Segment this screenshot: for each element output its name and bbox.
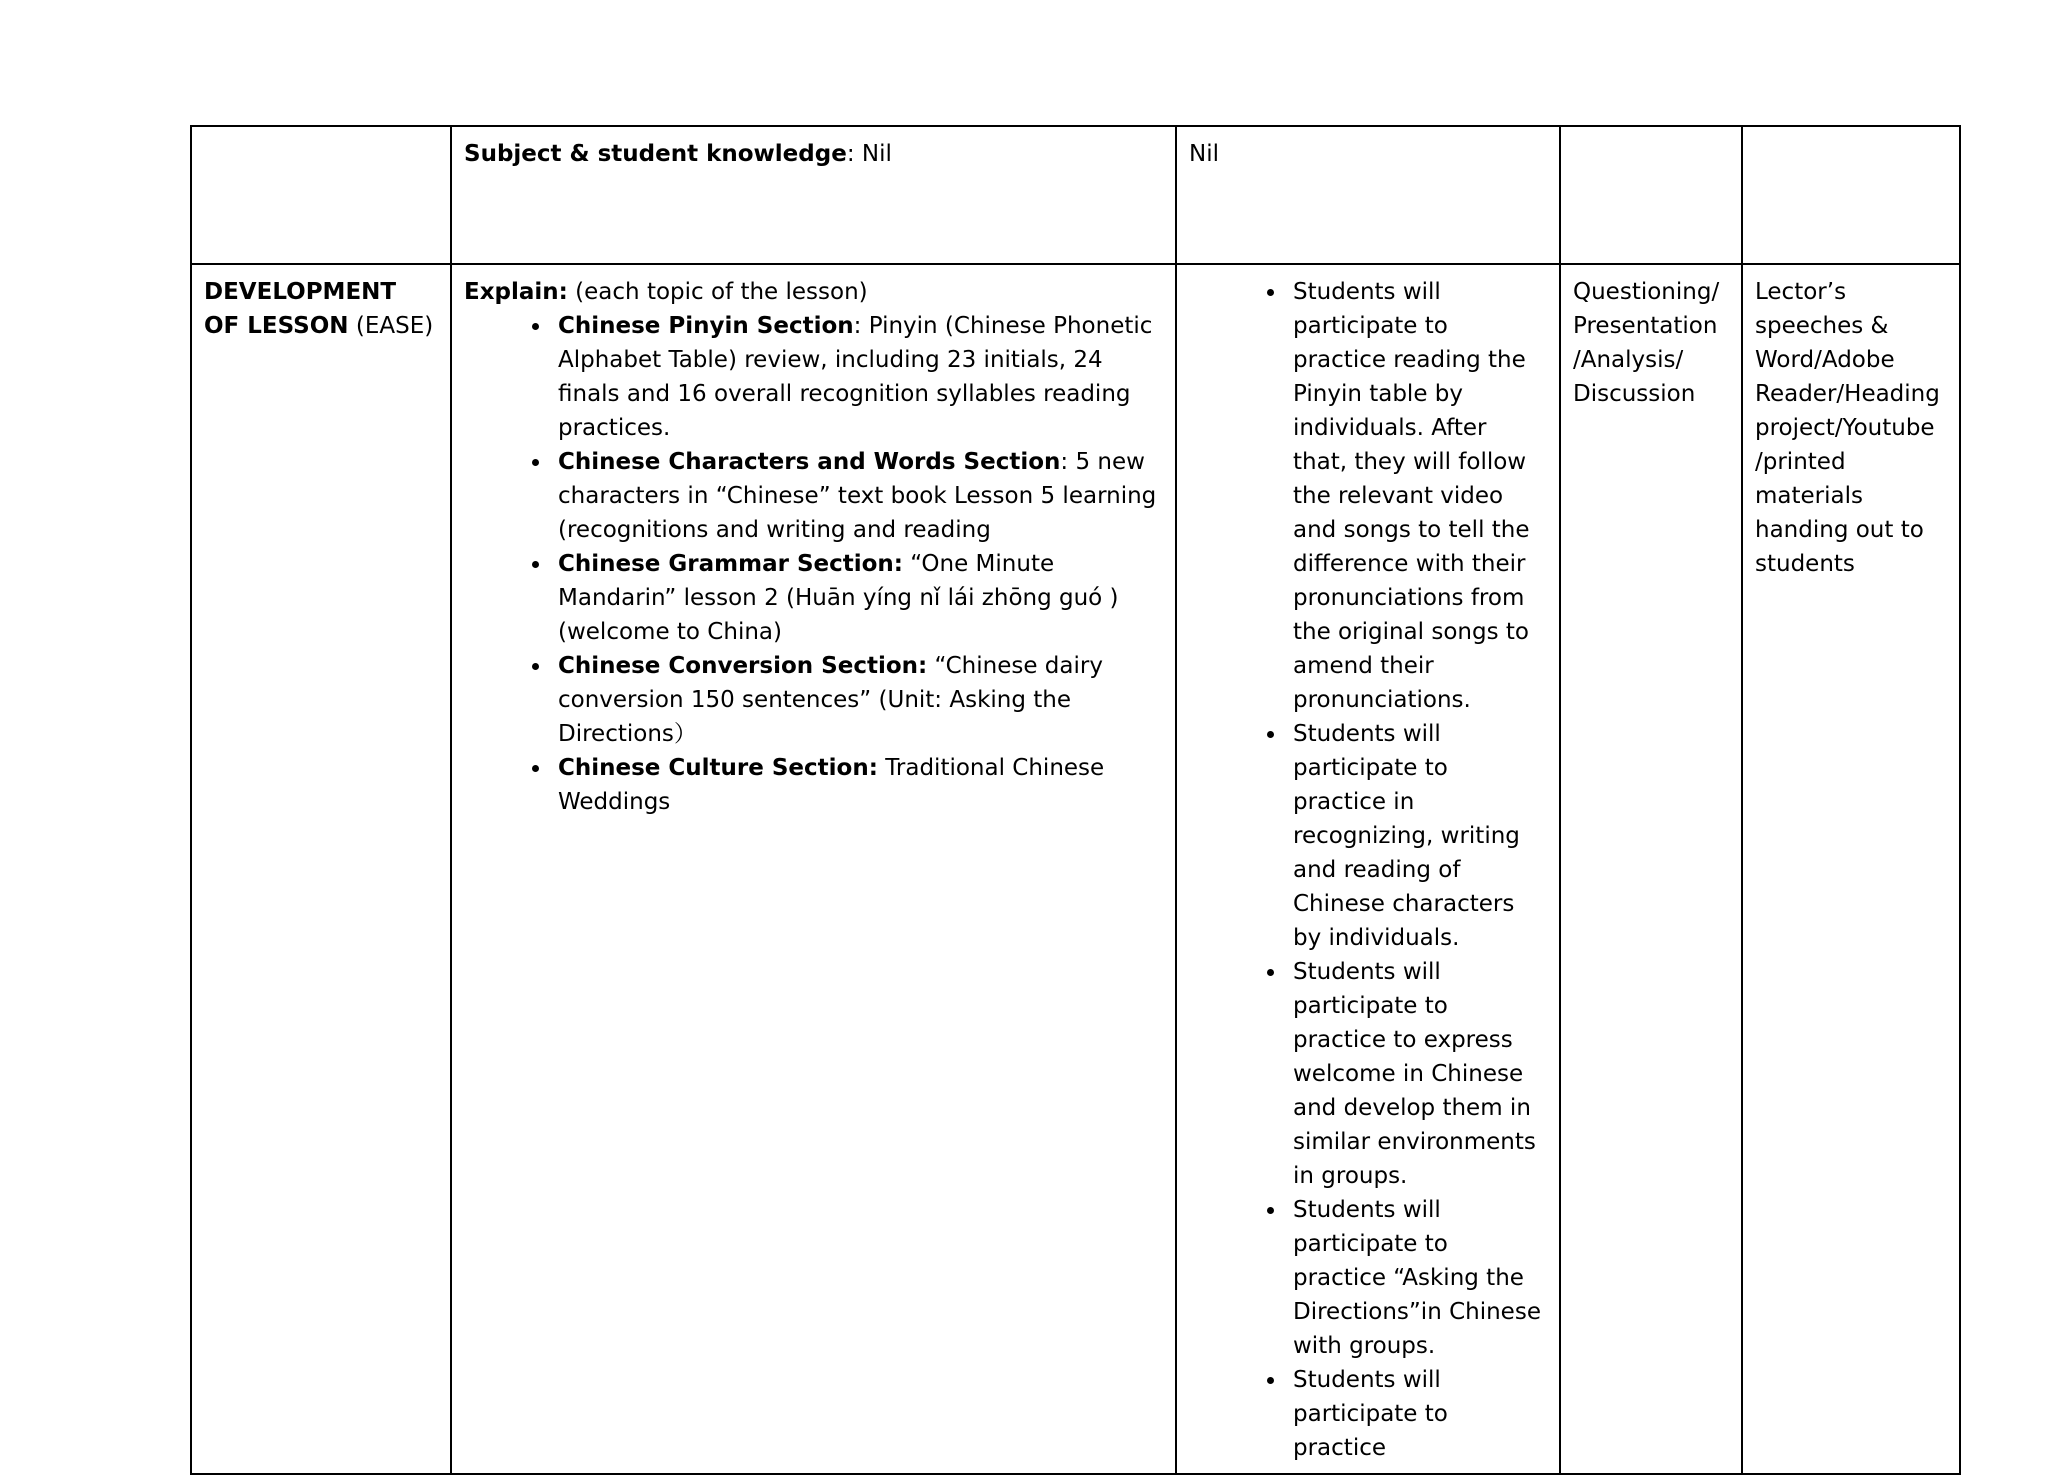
method-cell bbox=[1560, 264, 1742, 1474]
stage-cell bbox=[191, 264, 451, 1474]
activity-cell bbox=[1176, 126, 1560, 264]
topic-text: : Pinyin (Chinese Phonetic Alphabet Table) review, including 23 initials, 24 finals and 16 overall recognition syllables reading practices. bbox=[558, 313, 1153, 441]
stage-label: DEVELOPMENT OF LESSON bbox=[204, 279, 397, 339]
method-cell bbox=[1560, 126, 1742, 264]
subject-knowledge-value: : Nil bbox=[846, 141, 892, 167]
topic-list bbox=[464, 309, 1163, 819]
list-item bbox=[552, 309, 1163, 445]
explain-text: (each topic of the lesson) bbox=[567, 279, 868, 305]
topic-label: Chinese Culture Section: bbox=[558, 755, 878, 781]
lesson-plan-table bbox=[190, 125, 1961, 1475]
explain-label: Explain: bbox=[464, 279, 568, 305]
content-cell bbox=[451, 126, 1176, 264]
topic-text: “Chinese dairy conversion 150 sentences” (Unit: Asking the Directions） bbox=[558, 653, 1103, 747]
list-item bbox=[552, 547, 1163, 649]
activity-list bbox=[1189, 275, 1547, 1465]
table-row bbox=[191, 264, 1960, 1474]
list-item bbox=[552, 751, 1163, 819]
subject-knowledge-label: Subject & student knowledge bbox=[464, 141, 847, 167]
resources-cell bbox=[1742, 126, 1960, 264]
topic-label: Chinese Characters and Words Section bbox=[558, 449, 1061, 475]
topic-label: Chinese Grammar Section: bbox=[558, 551, 903, 577]
list-item: • Students will participate to practice to express welcome in Chinese and develop them in similar environments in groups. bbox=[1287, 955, 1547, 1193]
resources-cell bbox=[1742, 264, 1960, 1474]
resources-text: Lector’s speeches & Word/Adobe Reader/Heading project/Youtube /printed materials handing out to students bbox=[1755, 279, 1940, 577]
topic-label: Chinese Pinyin Section bbox=[558, 313, 854, 339]
list-item: • Students will participate to practice bbox=[1287, 1363, 1547, 1465]
explain-line bbox=[464, 275, 1163, 309]
topic-text: Traditional Chinese Weddings bbox=[558, 755, 1105, 815]
list-item: • Students will participate to practice reading the Pinyin table by individuals. After that, they will follow the relevant video and songs to tell the difference with their pronunciations from the original songs to amend their pronunciations. bbox=[1287, 275, 1547, 717]
table-row bbox=[191, 126, 1960, 264]
activity-cell bbox=[1176, 264, 1560, 1474]
list-item: • Students will participate to practice “Asking the Directions”in Chinese with groups. bbox=[1287, 1193, 1547, 1363]
content-cell bbox=[451, 264, 1176, 1474]
stage-suffix: (EASE) bbox=[348, 313, 434, 339]
method-text: Questioning/ Presentation /Analysis/ Discussion bbox=[1573, 279, 1720, 407]
list-item bbox=[552, 649, 1163, 751]
list-item: • Students will participate to practice in recognizing, writing and reading of Chinese characters by individuals. bbox=[1287, 717, 1547, 955]
topic-text: “One Minute Mandarin” lesson 2 (Huān yíng nǐ lái zhōng guó ) (welcome to China) bbox=[558, 551, 1119, 645]
topic-label: Chinese Conversion Section: bbox=[558, 653, 928, 679]
activity-value: Nil bbox=[1189, 141, 1219, 167]
topic-text: : 5 new characters in “Chinese” text book Lesson 5 learning (recognitions and writing and reading bbox=[558, 449, 1157, 543]
list-item bbox=[552, 445, 1163, 547]
stage-cell bbox=[191, 126, 451, 264]
